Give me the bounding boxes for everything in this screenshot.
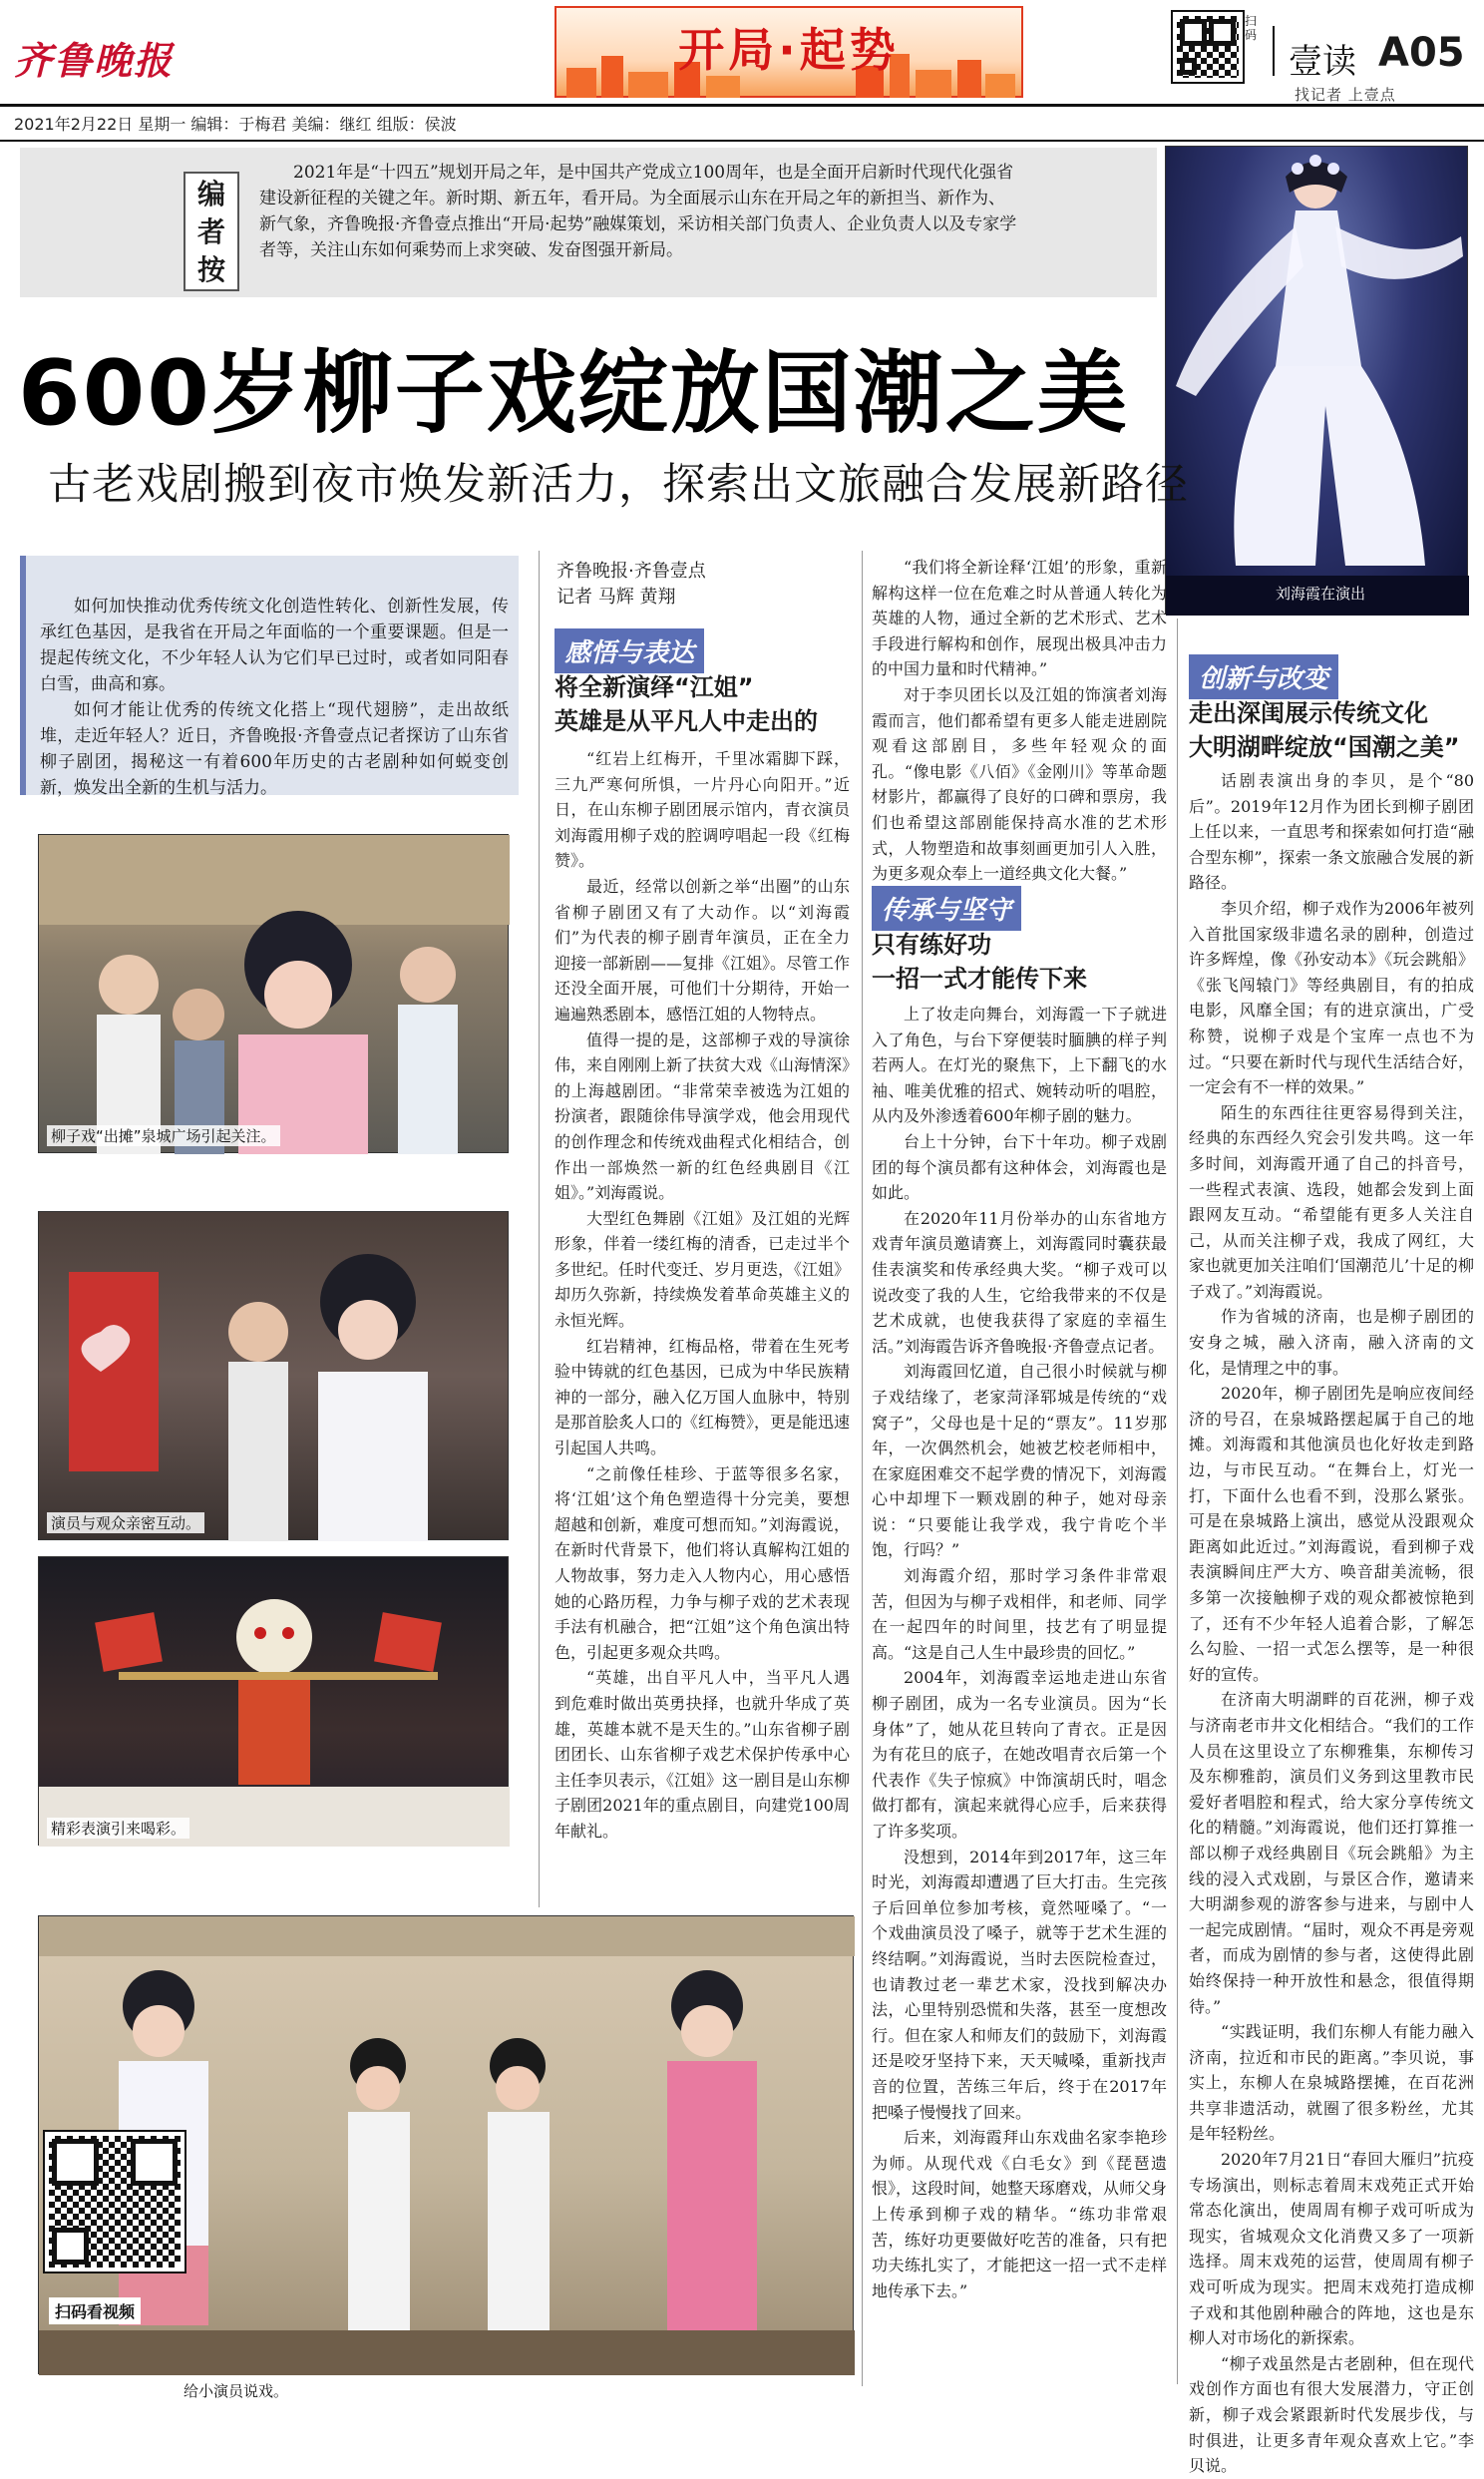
photo2-caption: 演员与观众亲密互动。 [47,1512,204,1533]
body-para: 台上十分钟，台下十年功。柳子戏剧团的每个演员都有这种体会，刘海霞也是如此。 [872,1131,1167,1203]
body-para: “红岩上红梅开，千里冰霜脚下踩，三九严寒何所惧，一片丹心向阳开。”近日，在山东柳子剧团展示馆内，青衣演员刘海霞用柳子戏的腔调哼唱起一段《红梅赞》。 [555,749,850,871]
performance-photo [1165,146,1468,615]
body-para: 红岩精神，红梅品格，带着在生死考验中铸就的红色基因，已成为中华民族精神的一部分，融入亿万国人血脉中，特别是那首脍炙人口的《红梅赞》，更是能迅速引起国人共鸣。 [555,1336,851,1458]
video-qr-code[interactable] [45,2132,185,2272]
section2-body [872,1002,1167,2378]
street-scene-illustration [39,835,510,1154]
qr-scan-label: 扫码看视频 [49,2297,141,2324]
body-para: “我们将全新诠释‘江姐’的形象，重新解构这样一位在危难之时从普通人转化为英雄的人物，通过全新的艺术形式、艺术手段进行解构和创作，展现出极具冲击力的中国力量和时代精神。” [872,558,1167,679]
banner-title: 开局·起势 [678,23,900,77]
header-qr-code[interactable] [1173,12,1243,82]
date-line: 2021年2月22日 星期一 编辑：于梅君 美编：继红 组版：侯波 [14,115,457,134]
section3-kicker: 创新与改变 [1189,654,1338,699]
editor-note-text: 2021年是“十四五”规划开局之年，是中国共产党成立100周年，也是全面开启新时代现代化强省建设新征程的关键之年。新时期、新五年，看开局。为全面展示山东在开局之年的新担当、新作为、新气象，齐鲁晚报·齐鲁壹点推出“开局·起势”融媒策划，采访相关部门负责人、企业负责人以及专家学者等，关注山东如何乘势而上求突破、发奋图强开新局。 [259,163,1017,260]
editor-note-tag: 编者按 [184,172,239,291]
column-divider [539,551,540,1907]
body-para: 最近，经常以创新之举“出圈”的山东省柳子剧团又有了大动作。以“刘海霞们”为代表的柳子剧青年演员，正在全力迎接一部新剧——复排《江姐》。尽管工作还没全面开展，可他们十分期待，开始一遍遍熟悉剧本，感悟江姐的人物特点。 [555,876,851,1024]
photo4-caption: 给小演员说戏。 [184,2382,289,2400]
lede-text [40,594,509,801]
body-para: 作为省城的济南，也是柳子剧团的安身之城，融入济南，融入济南的文化，是情理之中的事。 [1189,1307,1474,1378]
monkey-king-illustration [39,1557,510,1847]
subheadline: 古老戏剧搬到夜市焕发新活力，探索出文旅融合发展新路径 [48,460,1189,510]
section-slogan: 找记者 上壹点 [1295,86,1396,104]
header-divider [1273,26,1275,76]
body-para: “柳子戏虽然是古老剧种，但在现代戏创作方面也有很大发展潜力，守正创新，柳子戏会紧跟新时代发展步伐，与时俱进，让更多青年观众喜欢上它。”李贝说。 [1189,2353,1474,2476]
section1-heading-line1: 将全新演绎“江姐” [555,673,754,701]
headline: 600岁柳子戏绽放国潮之美 [18,341,1129,446]
body-para: 在2020年11月份举办的山东省地方戏青年演员邀请赛上，刘海霞同时囊获最佳表演奖和传承经典大奖。“柳子戏可以说改变了我的人生，它给我带来的不仅是艺术成就，也使我获得了家庭的幸福生活。”刘海霞告诉齐鲁晚报·齐鲁壹点记者。 [872,1208,1167,1356]
children-photo [38,1915,854,2374]
body-para: 陌生的东西往往更容易得到关注，经典的东西经久究会引发共鸣。这一年多时间，刘海霞开通了自己的抖音号，一些程式表演、选段，她都会发到上面跟网友互动。“希望能有更多人关注自己，从而关注柳子戏，我成了网红，大家也就更加关注咱们‘国潮范儿’十足的柳子戏了。”刘海霞说。 [1189,1102,1474,1301]
body-para: 刘海霞介绍，那时学习条件非常艰苦，但因为与柳子戏相伴，和老师、同学在一起四年的时间里，技艺有了明显提高。“这是自己人生中最珍贵的回忆。” [872,1566,1167,1662]
body-para: 后来，刘海霞拜山东戏曲名家李艳珍为师。从现代戏《白毛女》到《琵琶遗恨》，这段时间，她整天琢磨戏，从师父身上传承到柳子戏的精华。“练功非常艰苦，练好功更要做好吃苦的准备，只有把功夫练扎实了，才能把这一招一式不走样地传承下去。” [872,2128,1168,2300]
body-para: 上了妆走向舞台，刘海霞一下子就进入了角色，与台下穿便装时腼腆的样子判若两人。在灯光的聚焦下，上下翻飞的水袖、唯美优雅的招式、婉转动听的唱腔，从内及外渗透着600年柳子剧的魅力。 [872,1005,1167,1126]
photo3-caption: 精彩表演引来喝彩。 [47,1818,189,1839]
body-para: “之前像任桂珍、于蓝等很多名家，将‘江姐’这个角色塑造得十分完美，要想超越和创新，难度可想而知。”刘海霞说，在新时代背景下，他们将认真解构江姐的人物故事，努力走入人物内心，用心感悟她的心路历程，力争与柳子戏的艺术表现手法有机融合，把“江姐”这个角色演出特色，引起更多观众共鸣。 [555,1463,850,1662]
body-para: 话剧表演出身的李贝，是个“80后”。2019年12月作为团长到柳子剧团上任以来，一直思考和探索如何打造“融合型东柳”，探索一条文旅融合发展的新路径。 [1189,771,1474,893]
lede-para: 如何加快推动优秀传统文化创造性转化、创新性发展，传承红色基因，是我省在开局之年面临的一个重要课题。但是一提起传统文化，不少年轻人认为它们早已过时，或者如同阳春白雪，曲高和寡。 [40,597,509,694]
section3-heading-line2: 大明湖畔绽放“国潮之美” [1189,733,1460,761]
section2-kicker: 传承与坚守 [872,886,1021,931]
body-para: 值得一提的是，这部柳子戏的导演徐伟，来自刚刚上新了扶贫大戏《山海情深》的上海越剧团。“非常荣幸被选为江姐的扮演者，跟随徐伟导演学戏，他会用现代的创作理念和传统戏曲程式化相结合，创作出一部焕然一新的红色经典剧目《江姐》。”刘海霞说。 [555,1030,851,1203]
column-banner [555,6,1023,98]
body-para: 大型红色舞剧《江姐》及江姐的光辉形象，伴着一缕红梅的清香，已走过半个多世纪。任时代变迁、岁月更迭，《江姐》却历久弥新，持续焕发着革命英雄主义的永恒光辉。 [555,1208,851,1331]
section2-heading-line2: 一招一式才能传下来 [872,965,1087,993]
body-para: “实践证明，我们东柳人有能力融入济南，拉近和市民的距离。”李贝说，事实上，东柳人在泉城路摆摊，在百花洲共享非遗活动，就圈了很多粉丝，尤其是年轻粉丝。 [1189,2022,1474,2144]
body-para: 2020年7月21日“春回大雁归”抗疫专场演出，则标志着周末戏苑正式开始常态化演出，使周周有柳子戏可听成为现实，省城观众文化消费又多了一项新选择。周末戏苑的运营，使周周有柳子戏可听成为现实。把周末戏苑打造成柳子戏和其他剧种融合的阵地，这也是东柳人对市场化的新探索。 [1189,2150,1474,2348]
body-para: 2004年，刘海霞幸运地走进山东省柳子剧团，成为一名专业演员。因为“长身体”了，她从花旦转向了青衣。正是因为有花旦的底子，在她改唱青衣后第一个代表作《失子惊疯》中饰演胡氏时，唱念做打都有，演起来就得心应手，后来获得了许多奖项。 [872,1668,1167,1841]
section2-heading [872,928,1167,996]
section3-body [1189,768,1474,2476]
body-para: 没想到，2014年到2017年，这三年时光，刘海霞却遭遇了巨大打击。生完孩子后回单位参加考核，竟然哑嗓了。“一个戏曲演员没了嗓子，就等于艺术生涯的终结啊。”刘海霞说，当时去医院检查过，也请教过老一辈艺术家，没找到解决办法，心里特别恐慌和失落，甚至一度想改行。但在家人和师友们的鼓励下，刘海霞还是咬牙坚持下来，天天喊嗓，重新找声音的位置，苦练三年后，终于在2017年把嗓子慢慢找了回来。 [872,1847,1167,2122]
street-photo [38,834,509,1153]
byline-outlet: 齐鲁晚报·齐鲁壹点 [556,561,706,582]
byline [556,559,706,611]
section1-body [555,746,850,1885]
audience-photo [38,1211,509,1540]
page-number: A05 [1378,30,1465,76]
performer-illustration [1166,147,1469,616]
stage-photo [38,1556,509,1846]
section1-kicker: 感悟与表达 [555,628,704,673]
qr-label: 扫码 [1245,14,1258,42]
photo1-caption: 柳子戏“出摊”泉城广场引起关注。 [47,1125,280,1146]
body-para: 李贝介绍，柳子戏作为2006年被列入首批国家级非遗名录的剧种，创造过许多辉煌，像《孙安动本》《玩会跳船》《张飞闯辕门》等经典剧目，有的拍成电影，风靡全国；有的进京演出，广受称赞，说柳子戏是个宝库一点也不为过。“只要在新时代与现代生活结合好，一定会有不一样的效果。” [1189,898,1474,1097]
lede-para: 如何才能让优秀的传统文化搭上“现代翅膀”，走出故纸堆，走近年轻人？近日，齐鲁晚报·齐鲁壹点记者探访了山东省柳子剧团，揭秘这一有着600年历史的古老剧种如何蜕变创新，焕发出全新的生机与活力。 [40,700,509,798]
body-para: 刘海霞回忆道，自己很小时候就与柳子戏结缘了，老家菏泽郓城是传统的“戏窝子”，父母也是十足的“票友”。11岁那年，一次偶然机会，她被艺校老师相中，在家庭困难交不起学费的情况下，刘海霞心中却埋下一颗戏剧的种子，她对母亲说：“只要能让我学戏，我宁肯吃个半饱，行吗？” [872,1362,1167,1560]
byline-reporters: 记者 马辉 黄翔 [556,587,676,608]
masthead-logo: 齐鲁晚报 [14,38,175,83]
audience-scene-illustration [39,1212,510,1541]
section1-heading-line2: 英雄是从平凡人中走出的 [555,707,818,735]
header-rule-2 [0,140,1484,142]
section3-heading [1189,696,1474,764]
section1-body-cont [872,555,1167,884]
section1-heading [555,670,854,738]
header-rule [0,104,1484,107]
section3-heading-line1: 走出深闺展示传统文化 [1189,699,1428,727]
body-para: 对于李贝团长以及江姐的饰演者刘海霞而言，他们都希望有更多人能走进剧院观看这部剧目，多些年轻观众的面孔。“像电影《八佰》《金刚川》等革命题材影片，都赢得了良好的口碑和票房，我们也希望这部剧能保持高水准的艺术形式，人物塑造和故事刻画更加引人入胜，为更多观众奉上一道经典文化大餐。” [872,684,1167,884]
section-name: 壹读 [1289,42,1356,82]
section2-heading-line1: 只有练好功 [872,931,991,959]
body-para: “英雄，出自平凡人中，当平凡人遇到危难时做出英勇抉择，也就升华成了英雄，英雄本就不是天生的。”山东省柳子剧团团长、山东省柳子戏艺术保护传承中心主任李贝表示，《江姐》这一剧目是山东柳子剧团2021年的重点剧目，向建党100周年献礼。 [555,1668,851,1841]
column-divider [862,551,863,2386]
body-para: 2020年，柳子剧团先是响应夜间经济的号召，在泉城路摆起属于自己的地摊。刘海霞和其他演员也化好妆走到路边，与市民互动。“在舞台上，灯光一打，下面什么也看不到，没那么紧张。可是在泉城路上演出，感觉从没跟观众距离如此近过。”刘海霞说，看到柳子戏表演瞬间庄严大方、唤音甜美流畅，很多第一次接触柳子戏的观众都被惊艳到了，还有不少年轻人追着合影，了解怎么勾脸、一招一式怎么摆等，是一种很好的宣传。 [1189,1384,1474,1684]
body-para: 在济南大明湖畔的百花洲，柳子戏与济南老市井文化相结合。“我们的工作人员在这里设立了东柳雅集，东柳传习及东柳雅韵，演员们义务到这里教市民爱好者唱腔和程式，给大家分享传统文化的精髓。”刘海霞说，他们还打算推一部以柳子戏经典剧目《玩会跳船》为主线的浸入式戏剧，与景区合作，邀请来大明湖参观的游客参与进来，与剧中人一起完成剧情。“届时，观众不再是旁观者，而成为剧情的参与者，这使得此剧始终保持一种开放性和悬念，很值得期待。” [1189,1690,1474,2016]
column-divider [1177,619,1178,2384]
photo-caption-top-right: 刘海霞在演出 [1276,585,1366,603]
